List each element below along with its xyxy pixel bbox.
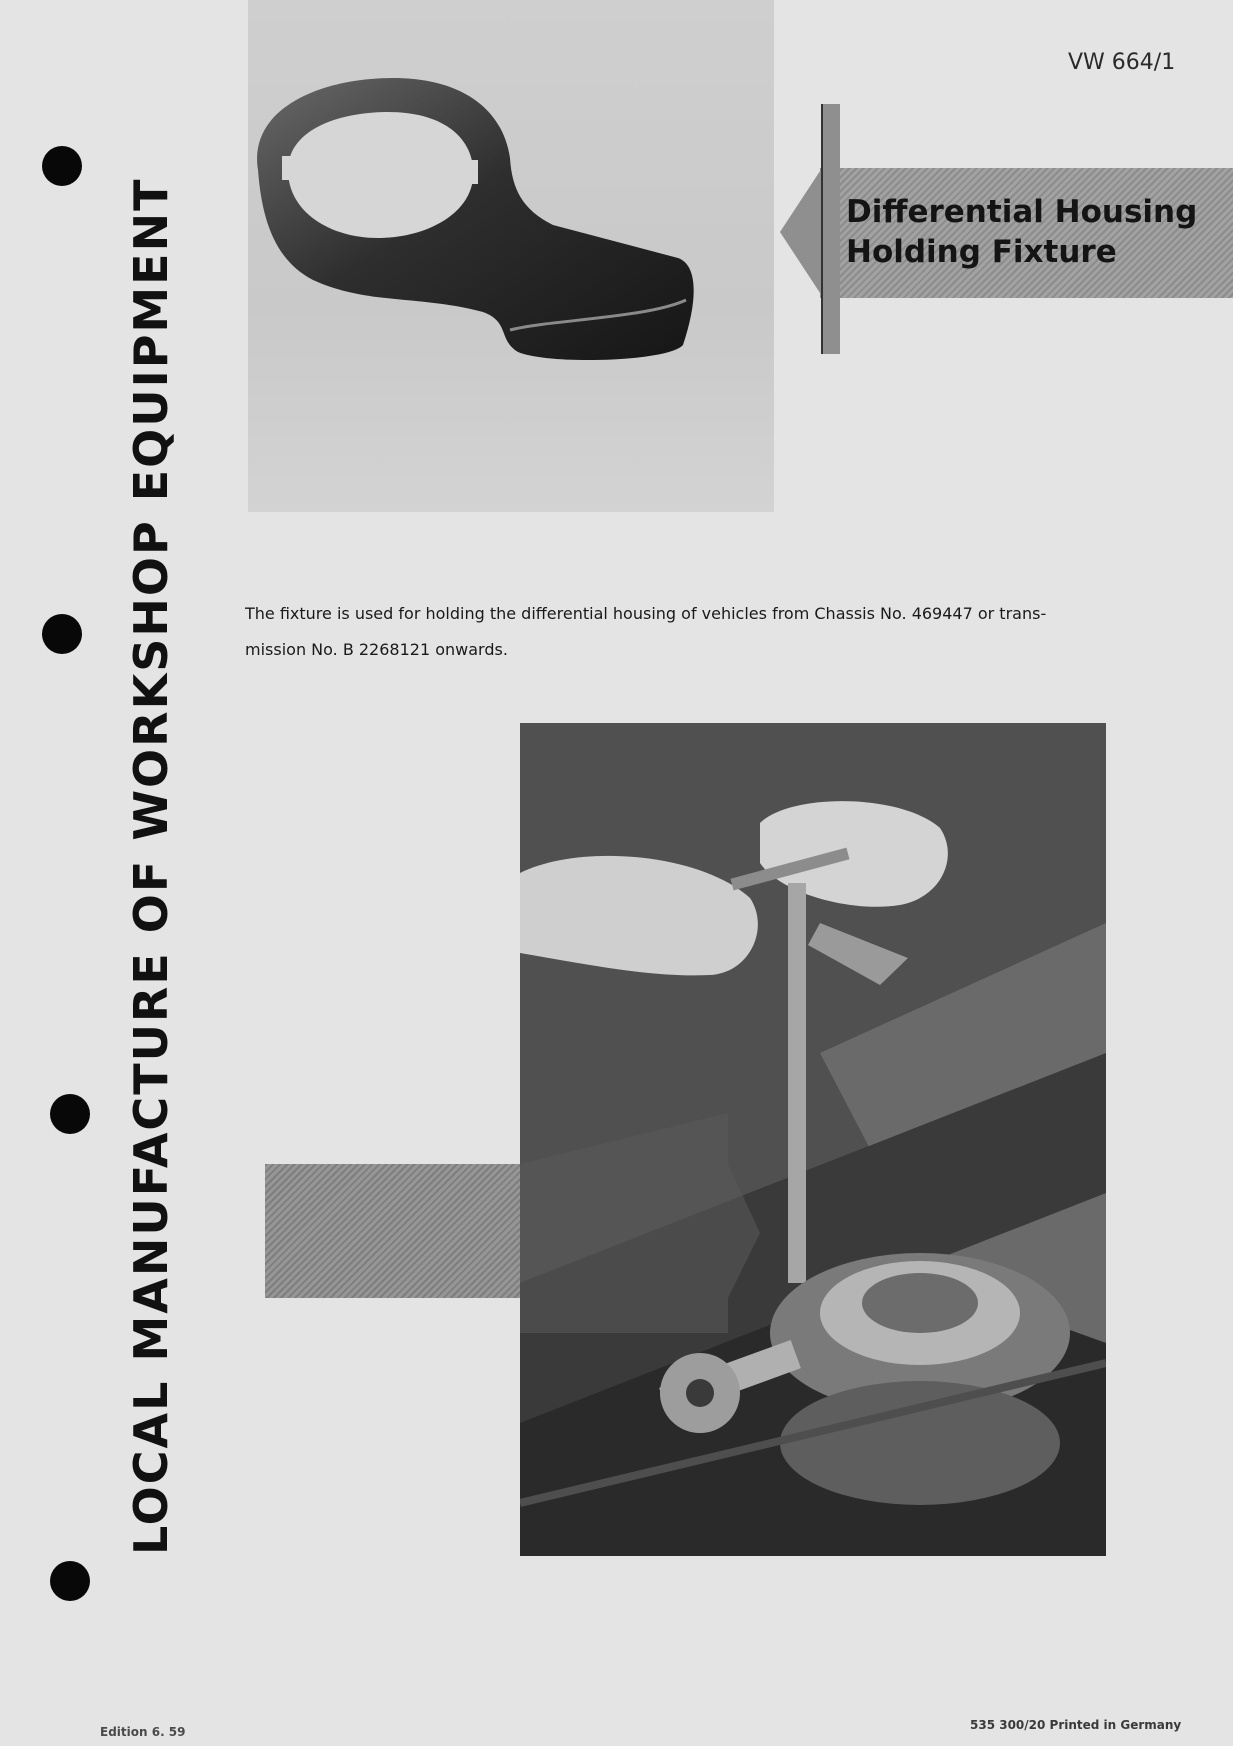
document-number: VW 664/1 — [1068, 50, 1176, 75]
description-line-2: mission No. B 2268121 onwards. — [245, 640, 508, 659]
fixture-illustration — [248, 0, 774, 512]
arrow-down-icon — [520, 1113, 760, 1333]
arrow-left-icon — [780, 104, 840, 354]
print-info: 535 300/20 Printed in Germany — [970, 1718, 1182, 1732]
description-line-1: The fixture is used for holding the differential housing of vehicles from Chassis No. 469447 or trans- — [245, 604, 1047, 623]
description — [245, 596, 1125, 668]
punch-hole-2 — [42, 614, 82, 654]
edition-label: Edition 6. 59 — [100, 1725, 186, 1739]
title-line-2: Holding Fixture — [846, 234, 1117, 270]
title-line-1: Differential Housing — [846, 194, 1198, 230]
punch-hole-1 — [42, 146, 82, 186]
punch-hole-4 — [50, 1561, 90, 1601]
punch-hole-3 — [50, 1094, 90, 1134]
fixture-photo — [248, 0, 774, 512]
section-title-vertical: LOCAL MANUFACTURE OF WORKSHOP EQUIPMENT — [124, 177, 178, 1555]
page-title — [846, 192, 1197, 272]
